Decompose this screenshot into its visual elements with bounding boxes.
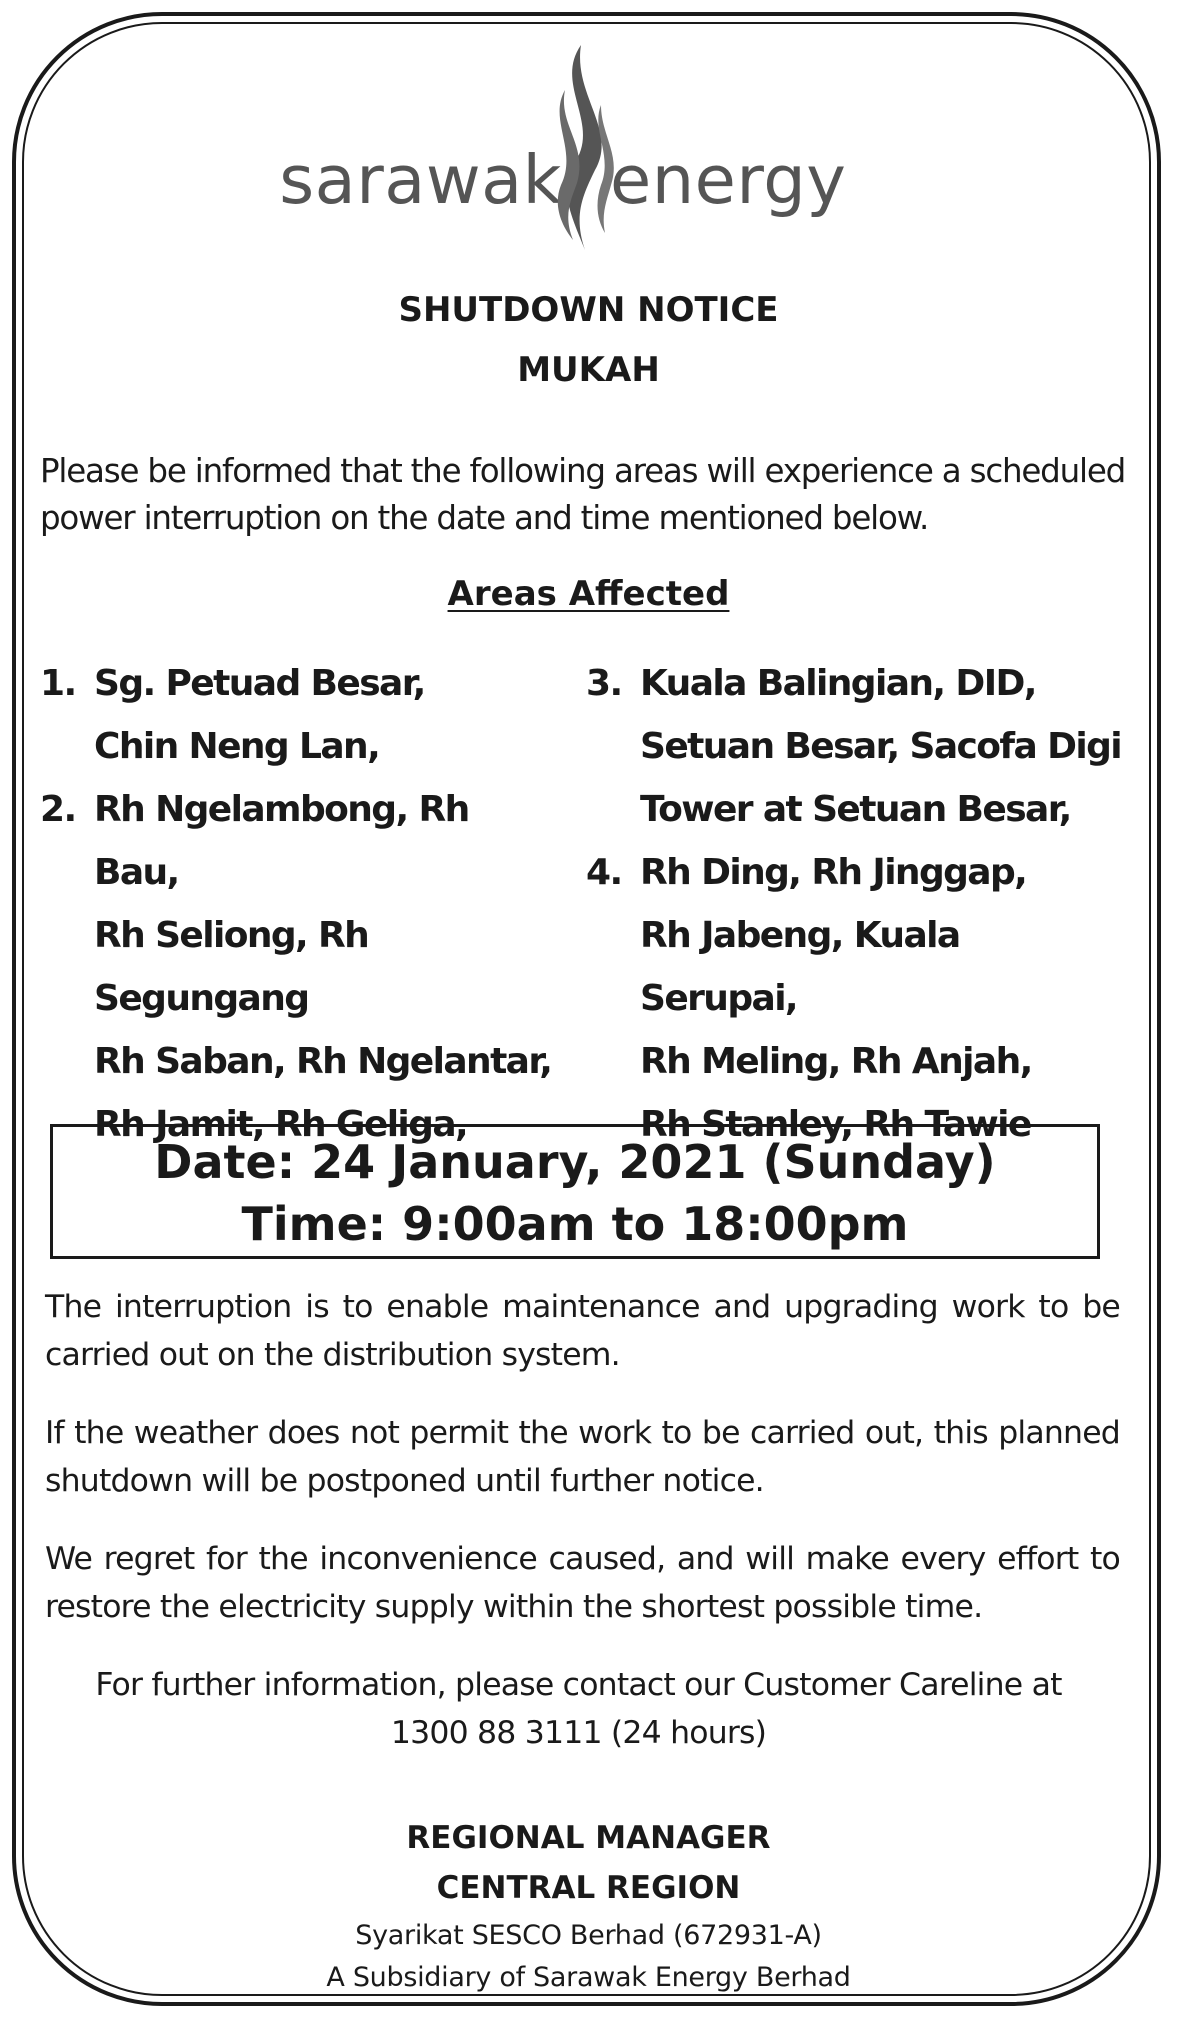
area-number: 1. [40,663,76,704]
paragraph-weather: If the weather does not permit the work to be carried out, this planned shutdown will be postponed until further notice. [45,1415,1120,1499]
notice-title: SHUTDOWN NOTICE [398,290,779,330]
area-item-4 [586,841,1126,1145]
notice-location: MUKAH [517,350,660,390]
contact-line: For further information, please contact our Customer Careline at [95,1667,1062,1703]
logo-word-energy: energy [610,141,847,219]
logo-word-sarawak: sarawak [279,141,562,219]
signature-region: CENTRAL REGION [436,1870,741,1906]
areas-heading: Areas Affected [447,574,730,614]
schedule-box [50,1124,1100,1259]
schedule-date: Date: 24 January, 2021 (Sunday) [154,1135,996,1189]
signature-subsidiary: A Subsidiary of Sarawak Energy Berhad [326,1962,851,1993]
paragraph-apology: We regret for the inconvenience caused, and will make every effort to restore the electricity supply within the shortest possible time. [45,1541,1120,1625]
contact-number: 1300 88 3111 (24 hours) [390,1715,767,1751]
area-text: Rh Ngelambong, Rh Bau, Rh Seliong, Rh Segungang Rh Saban, Rh Ngelantar, Rh Jamit, Rh Geliga, [94,789,552,1145]
area-text: Sg. Petuad Besar, Chin Neng Lan, [94,663,425,767]
area-number: 3. [586,663,622,704]
paragraph-reason: The interruption is to enable maintenance and upgrading work to be carried out on the distribution system. [45,1289,1120,1373]
area-text: Rh Ding, Rh Jinggap, Rh Jabeng, Kuala Serupai, Rh Meling, Rh Anjah, Rh Stanley, Rh Tawie [640,852,1032,1145]
signature-title: REGIONAL MANAGER [406,1820,771,1856]
signature-company: Syarikat SESCO Berhad (672931-A) [355,1920,822,1951]
area-number: 2. [40,789,76,830]
intro-text: Please be informed that the following areas will experience a scheduled power interruption on the date and time mentioned below. [40,452,1126,537]
area-text: Kuala Balingian, DID, Setuan Besar, Sacofa Digi Tower at Setuan Besar, [640,663,1121,830]
area-item-2 [40,778,560,1145]
area-number: 4. [586,852,622,893]
area-item-3 [586,652,1126,847]
schedule-time: Time: 9:00am to 18:00pm [241,1197,909,1251]
area-item-1 [40,652,560,782]
sarawak-energy-logo [0,45,1177,255]
